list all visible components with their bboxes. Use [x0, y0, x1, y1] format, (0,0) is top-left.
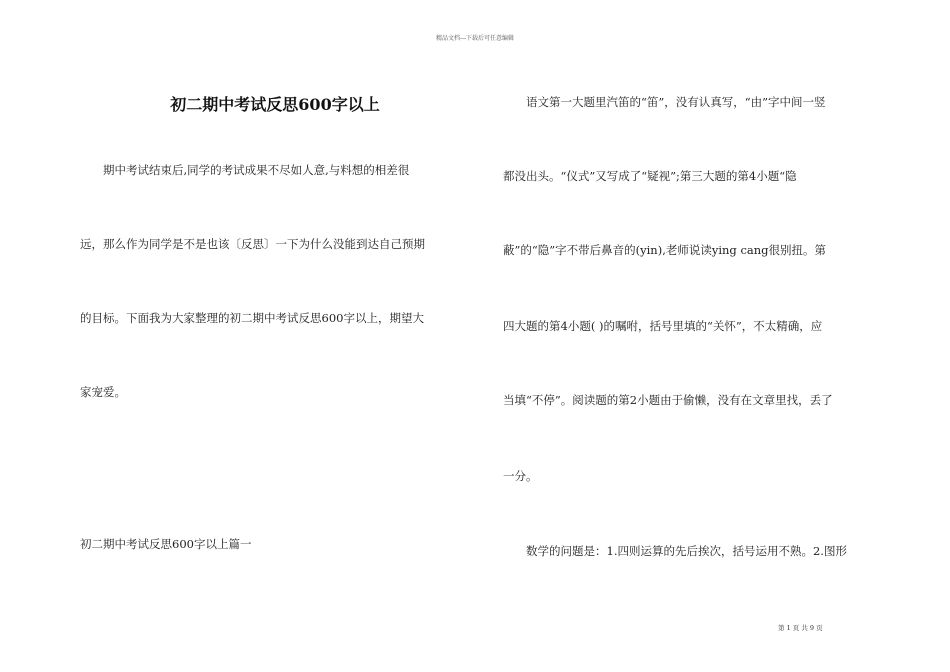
left-paragraph-line: 远，那么作为同学是不是也该〔反思〕一下为什么没能到达自己预期: [80, 237, 425, 251]
right-paragraph-line: 语文第一大题里汽笛的“笛”，没有认真写，“由”字中间一竖: [503, 95, 826, 109]
section-heading: 初二期中考试反思600字以上篇一: [80, 537, 252, 551]
page-number: 第 1 页 共 9 页: [778, 624, 823, 632]
right-paragraph-line: 蔽”的“隐”字不带后鼻音的(yin),老师说读ying cang很别扭。第: [503, 243, 827, 257]
page-title: 初二期中考试反思600字以上: [170, 95, 380, 114]
right-paragraph-line: 当填“不停”。阅读题的第2小题由于偷懒，没有在文章里找，丢了: [503, 393, 833, 407]
right-paragraph-line: 四大题的第4小题( )的嘱咐，括号里填的“关怀”，不太精确，应: [503, 319, 823, 333]
right-paragraph-line: 数学的问题是：1.四则运算的先后挨次，括号运用不熟。2.图形: [503, 544, 847, 558]
left-paragraph-line: 的目标。下面我为大家整理的初二期中考试反思600字以上，期望大: [80, 311, 424, 325]
right-paragraph-line: 都没出头。“仪式”又写成了“疑视”;第三大题的第4小题“隐: [503, 169, 797, 183]
right-paragraph-line: 一分。: [503, 469, 538, 483]
header-note: 精品文档---下载后可任意编辑: [435, 35, 515, 42]
left-paragraph-line: 期中考试结束后,同学的考试成果不尽如人意,与料想的相差很: [80, 163, 410, 177]
left-paragraph-line: 家宠爱。: [80, 385, 126, 399]
